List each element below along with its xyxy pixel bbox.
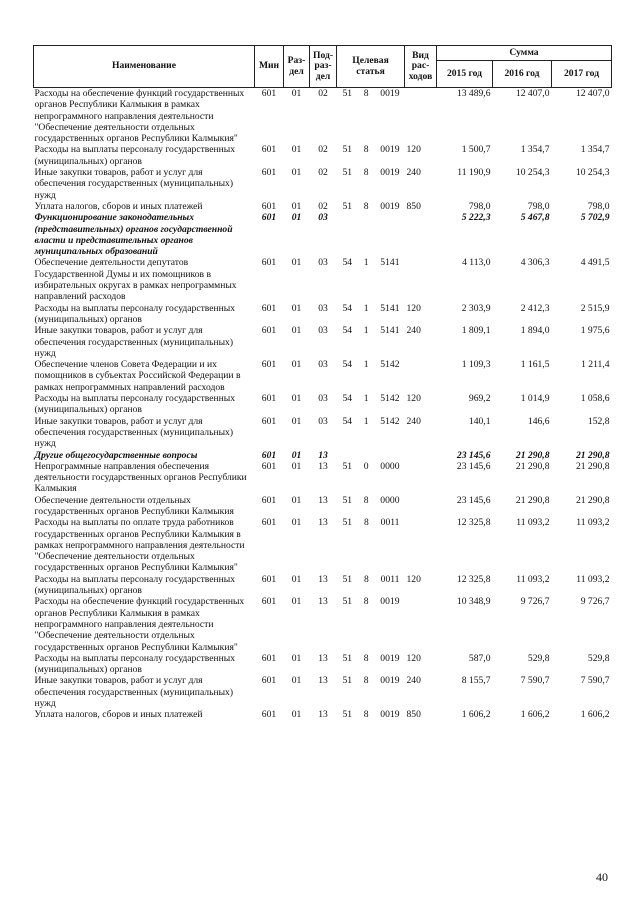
row-cs-program: 51 [342, 167, 353, 179]
row-sum-2015: 12 325,8 [456, 573, 491, 585]
row-sum-2015: 587,0 [468, 652, 491, 664]
row-cs-subprogram: 0 [363, 460, 369, 472]
row-cs-code: 5142 [380, 415, 400, 427]
row-sum-2016: 11 093,2 [516, 573, 550, 585]
row-min: 601 [261, 494, 277, 506]
row-sum-2016: 11 093,2 [516, 517, 550, 529]
row-cs-program: 54 [342, 302, 353, 314]
row-cs-program: 51 [342, 596, 353, 608]
row-razdel: 01 [291, 325, 302, 337]
row-sum-2016: 9 726,7 [520, 596, 550, 608]
row-cs-code: 5142 [380, 393, 400, 405]
row-name: Обеспечение деятельности отдельных государственных органов Республики Калмыкия [34, 494, 234, 517]
row-sum-2015: 798,0 [468, 200, 491, 212]
table-row [34, 416, 612, 450]
row-cs-code: 0011 [380, 517, 400, 529]
row-target-article [337, 461, 405, 495]
table-row [34, 653, 612, 676]
row-min: 601 [261, 144, 277, 156]
row-cs-subprogram: 8 [363, 144, 369, 156]
row-cs-subprogram: 8 [363, 573, 369, 585]
row-expense-type: 120 [406, 302, 421, 314]
row-sum-2016: 798,0 [527, 200, 550, 212]
row-target-article [337, 257, 405, 302]
table-row [34, 303, 612, 326]
row-sum-2017: 21 290,8 [575, 494, 610, 506]
row-name: Другие общегосударственные вопросы [34, 449, 198, 461]
row-target-article [337, 517, 405, 573]
row-cs-code: 0019 [380, 652, 400, 664]
row-podrazdel: 02 [318, 144, 328, 156]
row-razdel: 01 [291, 393, 302, 405]
row-sum-2016: 21 290,8 [515, 460, 550, 472]
row-min: 601 [261, 88, 277, 99]
row-cs-code: 0019 [380, 200, 400, 212]
row-sum-2017: 1 354,7 [580, 144, 610, 156]
row-sum-2016: 5 467,8 [520, 212, 550, 224]
row-cs-subprogram: 8 [363, 494, 369, 506]
row-sum-2015: 23 145,6 [456, 494, 491, 506]
row-razdel: 01 [291, 460, 302, 472]
header-podrazdel: Под- раз- дел [310, 46, 337, 88]
row-expense-type [405, 517, 437, 573]
row-sum-2016: 146,6 [527, 415, 550, 427]
row-sum-2017: 10 254,3 [575, 167, 610, 179]
row-target-article [337, 144, 405, 167]
row-cs-code: 5141 [380, 325, 400, 337]
row-expense-type [405, 88, 437, 145]
row-podrazdel: 13 [318, 460, 328, 472]
row-min: 601 [261, 449, 277, 461]
row-cs-program: 51 [342, 652, 353, 664]
header-target-article: Целевая статья [337, 46, 405, 88]
row-expense-type [405, 461, 437, 495]
row-expense-type: 240 [406, 325, 421, 337]
row-sum-2016: 1 606,2 [520, 709, 550, 721]
row-razdel: 01 [291, 652, 302, 664]
row-name: Иные закупки товаров, работ и услуг для обеспечения государственных (муниципальных) нужд [34, 415, 234, 450]
row-target-article [337, 167, 405, 201]
row-target-article [337, 201, 405, 212]
row-podrazdel: 03 [318, 415, 328, 427]
table-row [34, 517, 612, 573]
row-min: 601 [261, 415, 277, 427]
row-cs-subprogram: 1 [363, 415, 369, 427]
row-podrazdel: 13 [318, 709, 328, 721]
row-sum-2016: 4 306,3 [520, 257, 550, 269]
row-name: Расходы на выплаты персоналу государственных (муниципальных) органов [34, 302, 236, 325]
row-target-article [337, 574, 405, 597]
row-target-article [337, 325, 405, 359]
table-row [34, 212, 612, 257]
row-target-article [337, 303, 405, 326]
row-target-article [337, 709, 405, 720]
row-name: Расходы на выплаты персоналу государственных (муниципальных) органов [34, 144, 236, 167]
row-cs-program: 51 [342, 460, 353, 472]
row-target-article [337, 416, 405, 450]
row-sum-2016: 7 590,7 [520, 675, 550, 687]
row-sum-2016: 1 161,5 [520, 359, 550, 371]
row-cs-program: 54 [342, 415, 353, 427]
row-expense-type: 240 [406, 415, 421, 427]
row-cs-program: 51 [342, 200, 353, 212]
row-sum-2017: 11 093,2 [576, 517, 610, 529]
row-expense-type: 120 [406, 393, 421, 405]
row-sum-2015: 2 303,9 [461, 302, 491, 314]
row-cs-code: 0000 [380, 494, 400, 506]
row-name: Функционирование законодательных (представительных) органов государственной власти и представительных органов муниципальных образований [34, 212, 233, 258]
row-sum-2016: 1 894,0 [520, 325, 550, 337]
row-cs-program: 54 [342, 393, 353, 405]
row-cs-code: 0011 [380, 573, 400, 585]
row-cs-subprogram: 1 [363, 393, 369, 405]
row-razdel: 01 [291, 167, 302, 179]
row-name: Иные закупки товаров, работ и услуг для обеспечения государственных (муниципальных) нужд [34, 675, 234, 710]
row-target-article [337, 495, 405, 518]
row-cs-code: 0019 [380, 167, 400, 179]
row-name: Расходы на обеспечение функций государственных органов Республики Калмыкия в рамках непрограммного направления деятельности "Обеспечение деятельности отдельных государственных органов Республики Калмыкия" [34, 88, 245, 145]
row-sum-2017: 21 290,8 [575, 449, 610, 461]
row-cs-subprogram: 1 [363, 325, 369, 337]
row-cs-program: 51 [342, 144, 353, 156]
row-razdel: 01 [291, 596, 302, 608]
row-sum-2017: 7 590,7 [580, 675, 610, 687]
row-podrazdel: 13 [318, 494, 328, 506]
row-name: Уплата налогов, сборов и иных платежей [34, 200, 203, 212]
row-podrazdel: 13 [318, 652, 328, 664]
row-sum-2015: 8 155,7 [461, 675, 491, 687]
row-name: Иные закупки товаров, работ и услуг для обеспечения государственных (муниципальных) нужд [34, 325, 234, 359]
row-cs-subprogram: 8 [363, 200, 369, 212]
budget-table [33, 45, 612, 721]
table-row [34, 495, 612, 518]
row-sum-2015: 12 325,8 [456, 517, 491, 529]
row-sum-2016: 21 290,8 [515, 494, 550, 506]
table-row [34, 88, 612, 145]
table-row [34, 325, 612, 359]
row-min: 601 [261, 596, 277, 608]
row-podrazdel: 13 [318, 675, 328, 687]
row-min: 601 [261, 359, 277, 371]
row-razdel: 01 [291, 359, 302, 371]
header-min: Мин [255, 46, 284, 88]
table-row [34, 461, 612, 495]
row-expense-type: 240 [406, 167, 421, 179]
row-cs-program: 54 [342, 325, 353, 337]
row-sum-2017: 1 975,6 [580, 325, 610, 337]
row-razdel: 01 [291, 302, 302, 314]
header-year-2017: 2017 год [552, 61, 612, 88]
row-expense-type [405, 596, 437, 652]
row-min: 601 [261, 212, 277, 224]
header-year-2015: 2015 год [437, 61, 493, 88]
row-podrazdel: 13 [318, 517, 328, 529]
row-sum-2016: 529,8 [527, 652, 550, 664]
row-cs-subprogram: 8 [363, 167, 369, 179]
row-cs-code: 0019 [380, 144, 400, 156]
row-cs-program: 51 [342, 494, 353, 506]
row-sum-2017: 798,0 [587, 200, 610, 212]
row-expense-type: 850 [406, 200, 421, 212]
table-row [34, 201, 612, 212]
row-target-article [337, 393, 405, 416]
row-target-article [337, 359, 405, 393]
row-podrazdel: 03 [318, 393, 328, 405]
row-podrazdel: 03 [318, 359, 328, 371]
row-sum-2017: 1 211,4 [581, 359, 610, 371]
row-sum-2016: 1 014,9 [520, 393, 550, 405]
row-podrazdel: 03 [318, 257, 328, 269]
row-cs-subprogram: 8 [363, 596, 369, 608]
row-name: Расходы на выплаты персоналу государственных (муниципальных) органов [34, 393, 236, 416]
table-row [34, 675, 612, 709]
row-min: 601 [261, 517, 277, 529]
row-target-article [337, 675, 405, 709]
row-cs-subprogram: 1 [363, 359, 369, 371]
row-sum-2015: 10 348,9 [456, 596, 491, 608]
row-sum-2015: 23 145,6 [456, 449, 491, 461]
row-sum-2016: 21 290,8 [515, 449, 550, 461]
row-min: 601 [261, 325, 277, 337]
row-cs-code: 0019 [380, 709, 400, 721]
row-razdel: 01 [291, 709, 302, 721]
row-cs-subprogram: 1 [363, 302, 369, 314]
row-razdel: 01 [291, 494, 302, 506]
row-razdel: 01 [291, 257, 302, 269]
row-cs-code: 0000 [380, 460, 400, 472]
row-name: Расходы на выплаты по оплате труда работников государственных органов Республики Калмыкия в рамках непрограммного направления деятельности "Обеспечение деятельности отдельных государственных органов Республики Калмыкия" [34, 517, 245, 574]
row-cs-subprogram: 8 [363, 652, 369, 664]
table-row [34, 574, 612, 597]
row-name: Расходы на обеспечение функций государственных органов Республики Калмыкия в рамках непрограммного направления деятельности "Обеспечение деятельности отдельных государственных органов Республики Калмыкия" [34, 596, 245, 653]
row-razdel: 01 [291, 573, 302, 585]
row-cs-program: 51 [342, 709, 353, 721]
row-podrazdel: 03 [318, 302, 328, 314]
row-target-article [337, 88, 405, 145]
row-expense-type: 240 [406, 675, 421, 687]
row-sum-2017: 1 058,6 [580, 393, 610, 405]
row-cs-subprogram: 8 [363, 517, 369, 529]
row-cs-code: 5141 [380, 302, 400, 314]
row-cs-program: 51 [342, 573, 353, 585]
row-expense-type [405, 257, 437, 302]
row-name: Расходы на выплаты персоналу государственных (муниципальных) органов [34, 652, 236, 676]
row-cs-subprogram: 1 [363, 257, 369, 269]
row-expense-type: 120 [406, 573, 421, 585]
row-podrazdel: 03 [318, 212, 328, 224]
row-podrazdel: 13 [318, 449, 328, 461]
row-razdel: 01 [291, 415, 302, 427]
row-target-article [337, 212, 405, 257]
row-cs-program: 54 [342, 257, 353, 269]
table-row [34, 359, 612, 393]
row-name: Обеспечение деятельности депутатов Государственной Думы и их помощников в избирательных округах в рамках непрограммных направлений расходов [34, 257, 237, 303]
row-razdel: 01 [291, 200, 302, 212]
row-min: 601 [261, 709, 277, 721]
row-sum-2016: 12 407,0 [515, 88, 550, 99]
header-name: Наименование [34, 46, 255, 88]
row-cs-program: 54 [342, 359, 353, 371]
row-podrazdel: 02 [318, 88, 328, 99]
row-sum-2015: 1 500,7 [461, 144, 491, 156]
row-target-article [337, 450, 405, 461]
row-podrazdel: 13 [318, 596, 328, 608]
row-podrazdel: 02 [318, 200, 328, 212]
row-razdel: 01 [291, 144, 302, 156]
row-sum-2017: 529,8 [587, 652, 610, 664]
row-expense-type: 850 [406, 709, 421, 721]
row-expense-type [405, 212, 437, 257]
row-expense-type: 120 [406, 144, 421, 156]
row-razdel: 01 [291, 517, 302, 529]
row-cs-code: 5142 [380, 359, 400, 371]
row-sum-2015: 4 113,0 [462, 257, 491, 269]
row-expense-type: 120 [406, 652, 421, 664]
row-min: 601 [261, 652, 277, 664]
table-header [34, 46, 612, 88]
row-min: 601 [261, 200, 277, 212]
header-razdel: Раз- дел [284, 46, 310, 88]
row-razdel: 01 [291, 212, 302, 224]
row-cs-program: 51 [342, 88, 353, 99]
row-min: 601 [261, 573, 277, 585]
row-min: 601 [261, 257, 277, 269]
row-min: 601 [261, 460, 277, 472]
row-podrazdel: 02 [318, 167, 328, 179]
page-number: 40 [596, 870, 608, 884]
row-podrazdel: 13 [318, 573, 328, 585]
row-target-article [337, 596, 405, 652]
row-razdel: 01 [291, 675, 302, 687]
row-expense-type [405, 450, 437, 461]
header-year-2016: 2016 год [493, 61, 552, 88]
row-cs-subprogram: 8 [363, 675, 369, 687]
row-target-article [337, 653, 405, 676]
row-cs-code: 5141 [380, 257, 400, 269]
row-cs-program: 51 [342, 675, 353, 687]
row-sum-2015: 140,1 [468, 415, 491, 427]
table-row [34, 393, 612, 416]
row-razdel: 01 [291, 88, 302, 99]
table-row [34, 167, 612, 201]
row-razdel: 01 [291, 449, 302, 461]
row-cs-code: 0019 [380, 88, 400, 99]
row-min: 601 [261, 675, 277, 687]
row-name: Уплата налогов, сборов и иных платежей [34, 709, 203, 721]
row-sum-2015: 13 489,6 [456, 88, 491, 99]
row-sum-2016: 10 254,3 [515, 167, 550, 179]
row-sum-2017: 9 726,7 [580, 596, 610, 608]
row-min: 601 [261, 167, 277, 179]
row-sum-2017: 1 606,2 [580, 709, 610, 721]
row-expense-type [405, 495, 437, 518]
table-body [34, 88, 612, 721]
row-sum-2017: 5 702,9 [580, 212, 610, 224]
row-podrazdel: 03 [318, 325, 328, 337]
row-min: 601 [261, 302, 277, 314]
table-row [34, 596, 612, 652]
row-cs-program: 51 [342, 517, 353, 529]
row-cs-subprogram: 8 [363, 709, 369, 721]
row-name: Иные закупки товаров, работ и услуг для обеспечения государственных (муниципальных) нужд [34, 167, 234, 201]
row-sum-2017: 4 491,5 [580, 257, 610, 269]
row-sum-2015: 1 606,2 [461, 709, 491, 721]
row-cs-code: 0019 [380, 675, 400, 687]
row-sum-2015: 5 222,3 [461, 212, 491, 224]
table-row [34, 144, 612, 167]
row-sum-2017: 12 407,0 [575, 88, 610, 99]
row-sum-2015: 11 190,9 [457, 167, 491, 179]
row-name: Непрограммные направления обеспечения деятельности государственных органов Республики Калмыкия [34, 460, 247, 495]
table-row [34, 257, 612, 302]
row-sum-2015: 23 145,6 [456, 460, 491, 472]
row-cs-subprogram: 8 [363, 88, 369, 99]
header-expense-type: Вид рас- ходов [405, 46, 437, 88]
row-sum-2017: 2 515,9 [580, 302, 610, 314]
row-sum-2016: 2 412,3 [520, 302, 550, 314]
table-row [34, 709, 612, 720]
row-min: 601 [261, 393, 277, 405]
row-sum-2015: 1 809,1 [461, 325, 491, 337]
row-sum-2017: 11 093,2 [576, 573, 610, 585]
row-sum-2015: 969,2 [468, 393, 491, 405]
row-name: Расходы на выплаты персоналу государственных (муниципальных) органов [34, 573, 236, 597]
header-summa: Сумма [437, 46, 612, 61]
table-row [34, 450, 612, 461]
row-sum-2015: 1 109,3 [461, 359, 491, 371]
row-sum-2016: 1 354,7 [520, 144, 550, 156]
row-sum-2017: 152,8 [587, 415, 610, 427]
row-name: Обеспечение членов Совета Федерации и их помощников в субъектах Российской Федерации в рамках непрограммных направлений расходов [34, 359, 241, 393]
row-cs-code: 0019 [380, 596, 400, 608]
row-expense-type [405, 359, 437, 393]
row-sum-2017: 21 290,8 [575, 460, 610, 472]
